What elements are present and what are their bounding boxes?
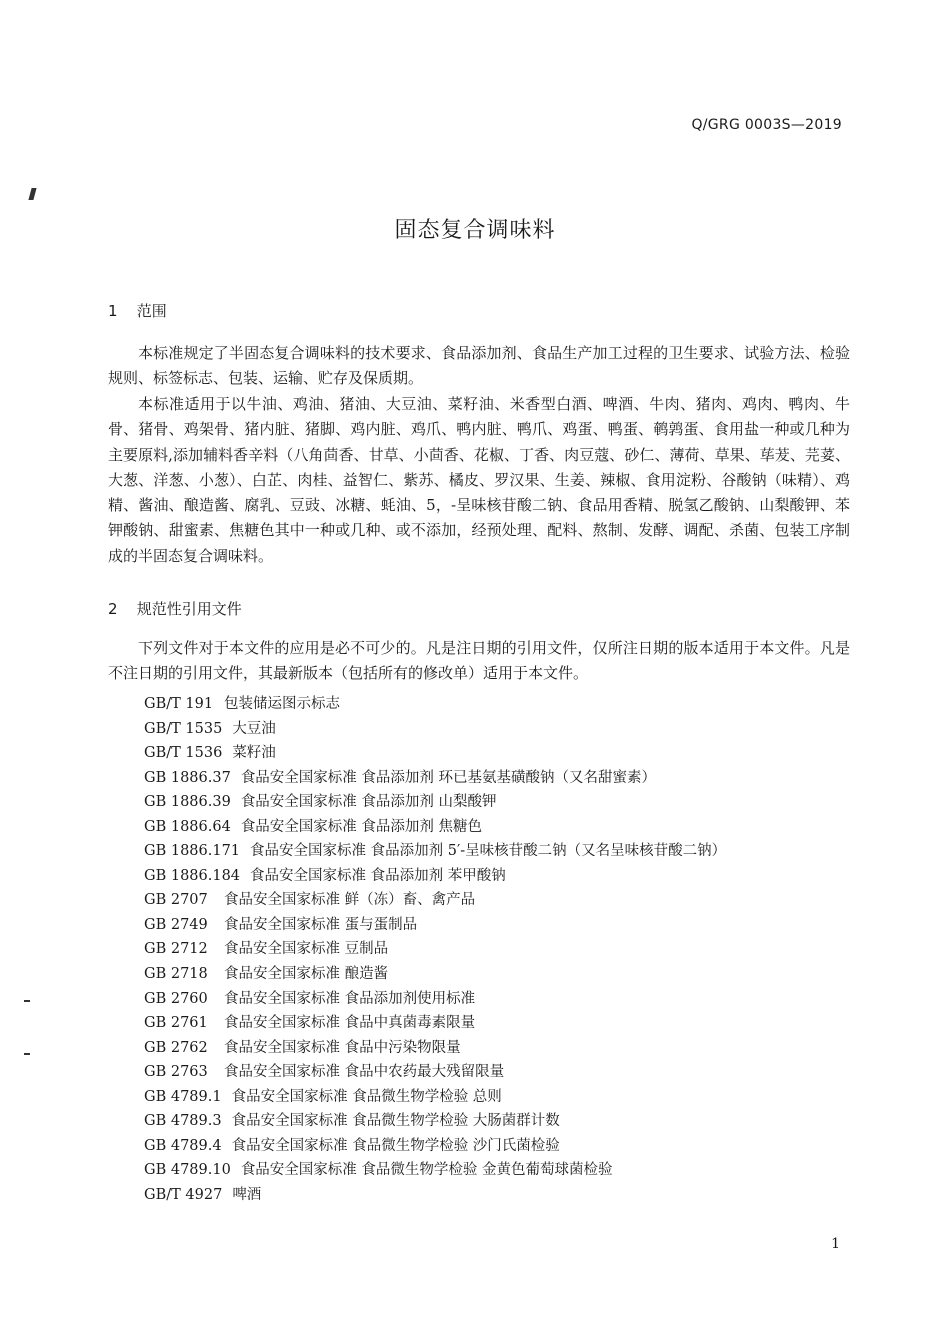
reference-code: GB 1886.171 (144, 843, 241, 860)
reference-title: 食品安全国家标准 鲜（冻）畜、禽产品 (224, 892, 476, 909)
reference-item (144, 1085, 726, 1110)
reference-code: GB 1886.39 (144, 794, 231, 811)
reference-list (144, 692, 726, 1207)
reference-code: GB 2763 (144, 1064, 208, 1081)
reference-title: 食品安全国家标准 酿造酱 (224, 966, 389, 983)
section-number: 1 (108, 302, 118, 320)
reference-item (144, 987, 726, 1012)
scope-paragraph-1: 本标准规定了半固态复合调味料的技术要求、食品添加剂、食品生产加工过程的卫生要求、试验方法、检验规则、标签标志、包装、运输、贮存及保质期。 (108, 344, 850, 388)
reference-title: 食品安全国家标准 豆制品 (224, 941, 389, 958)
reference-code: GB 2760 (144, 990, 208, 1007)
scan-mark (28, 188, 36, 200)
reference-title: 食品安全国家标准 食品微生物学检验 金黄色葡萄球菌检验 (240, 1162, 613, 1179)
reference-item (144, 766, 726, 791)
scan-mark (24, 1000, 30, 1002)
reference-title: 啤酒 (232, 1186, 262, 1203)
section-title: 范围 (136, 302, 167, 320)
scan-mark (24, 1053, 30, 1055)
reference-title: 大豆油 (232, 720, 276, 737)
reference-item (144, 815, 726, 840)
reference-item (144, 1134, 726, 1159)
reference-item (144, 1060, 726, 1085)
references-intro-paragraph: 下列文件对于本文件的应用是必不可少的。凡是注日期的引用文件，仅所注日期的版本适用于本文件。凡是不注日期的引用文件，其最新版本（包括所有的修改单）适用于本文件。 (108, 639, 850, 683)
reference-item (144, 741, 726, 766)
reference-item (144, 692, 726, 717)
reference-item (144, 1109, 726, 1134)
reference-item (144, 1011, 726, 1036)
reference-code: GB 1886.184 (144, 867, 241, 884)
reference-title: 食品安全国家标准 食品中真菌毒素限量 (224, 1015, 476, 1032)
reference-title: 食品安全国家标准 蛋与蛋制品 (224, 916, 418, 933)
section-1-heading (108, 300, 167, 321)
reference-item (144, 1036, 726, 1061)
reference-title: 菜籽油 (232, 745, 276, 762)
section-2-heading (108, 598, 242, 619)
reference-title: 食品安全国家标准 食品添加剂 焦糖色 (240, 818, 483, 835)
reference-item (144, 864, 726, 889)
reference-code: GB/T 4927 (144, 1186, 223, 1203)
page-number: 1 (831, 1236, 840, 1252)
page-title: 固态复合调味料 (394, 218, 556, 243)
reference-code: GB 4789.1 (144, 1088, 222, 1105)
reference-code: GB 2707 (144, 892, 208, 909)
section-number: 2 (108, 600, 118, 618)
reference-title: 食品安全国家标准 食品微生物学检验 总则 (231, 1088, 502, 1105)
reference-code: GB 2762 (144, 1039, 208, 1056)
reference-item (144, 937, 726, 962)
reference-code: GB 4789.3 (144, 1113, 222, 1130)
reference-title: 食品安全国家标准 食品添加剂使用标准 (224, 990, 476, 1007)
reference-item (144, 913, 726, 938)
scope-paragraph-2: 本标准适用于以牛油、鸡油、猪油、大豆油、菜籽油、米香型白酒、啤酒、牛肉、猪肉、鸡肉、鸭肉、牛骨、猪骨、鸡架骨、猪内脏、猪脚、鸡内脏、鸡爪、鸭内脏、鸭爪、鸡蛋、鸭蛋、鹌鹑蛋、食用盐一种或几种为主要原料,添加辅料香辛料（八角茴香、甘草、小茴香、花椒、丁香、肉豆蔻、砂仁、薄荷、草果、荜茇、芫荽、大葱、洋葱、小葱）、白芷、肉桂、益智仁、紫苏、橘皮、罗汉果、生姜、辣椒、食用淀粉、谷酸钠（味精）、鸡精、酱油、酿造酱、腐乳、豆豉、冰糖、蚝油、5，-呈味核苷酸二钠、食品用香精、脱氢乙酸钠、山梨酸钾、苯钾酸钠、甜蜜素、焦糖色其中一种或几种、或不添加，经预处理、配料、熬制、发酵、调配、杀菌、包装工序制成的半固态复合调味料。 (108, 395, 850, 565)
reference-item (144, 717, 726, 742)
reference-title: 食品安全国家标准 食品微生物学检验 沙门氏菌检验 (231, 1137, 560, 1154)
reference-title: 食品安全国家标准 食品添加剂 苯甲酸钠 (250, 867, 506, 884)
reference-item (144, 1183, 726, 1208)
reference-code: GB 2712 (144, 941, 208, 958)
reference-item (144, 962, 726, 987)
reference-title: 食品安全国家标准 食品添加剂 环已基氨基磺酸钠（又名甜蜜素） (240, 769, 657, 786)
reference-item (144, 790, 726, 815)
reference-code: GB 4789.4 (144, 1137, 222, 1154)
reference-code: GB 4789.10 (144, 1162, 231, 1179)
reference-item (144, 888, 726, 913)
reference-title: 食品安全国家标准 食品中农药最大残留限量 (224, 1064, 505, 1081)
section-title: 规范性引用文件 (136, 600, 242, 618)
reference-code: GB/T 1535 (144, 720, 223, 737)
standard-code: Q/GRG 0003S—2019 (691, 117, 842, 133)
reference-code: GB 2761 (144, 1015, 208, 1032)
reference-item (144, 1158, 726, 1183)
reference-item (144, 839, 726, 864)
reference-title: 食品安全国家标准 食品添加剂 5′-呈味核苷酸二钠（又名呈味核苷酸二钠） (250, 843, 727, 860)
reference-code: GB 1886.64 (144, 818, 231, 835)
reference-title: 食品安全国家标准 食品微生物学检验 大肠菌群计数 (231, 1113, 560, 1130)
reference-title: 食品安全国家标准 食品添加剂 山梨酸钾 (240, 794, 497, 811)
reference-code: GB/T 1536 (144, 745, 223, 762)
reference-code: GB/T 191 (144, 696, 214, 712)
reference-title: 包装储运图示标志 (224, 696, 340, 712)
reference-code: GB 2749 (144, 916, 208, 933)
reference-code: GB 1886.37 (144, 769, 231, 786)
reference-title: 食品安全国家标准 食品中污染物限量 (224, 1039, 461, 1056)
reference-code: GB 2718 (144, 966, 208, 983)
